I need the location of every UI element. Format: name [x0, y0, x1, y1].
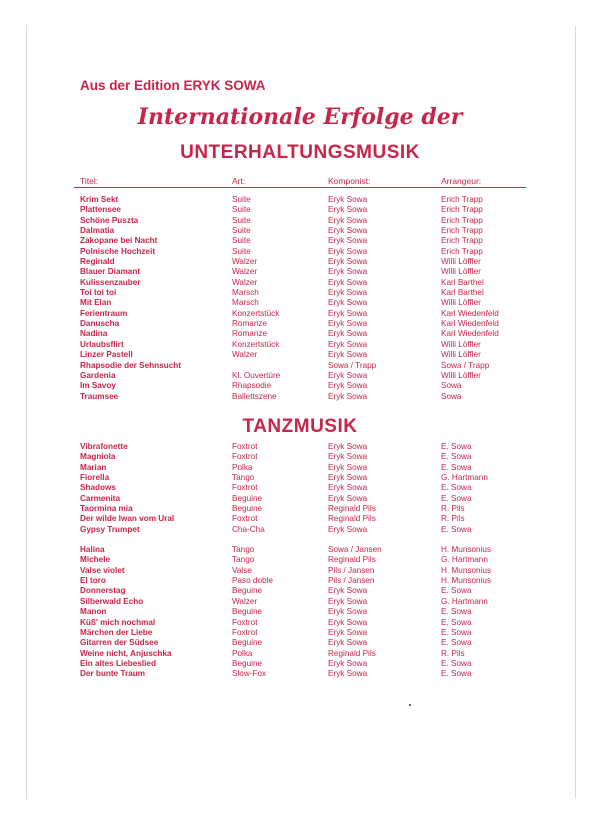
row-composer: Eryk Sowa: [328, 308, 368, 318]
row-arranger: Erich Trapp: [441, 195, 483, 204]
main-title-script: Internationale Erfolge der: [137, 104, 463, 130]
table-row: [0, 205, 600, 215]
header-art: Art:: [232, 176, 246, 186]
row-composer: Eryk Sowa: [328, 195, 368, 204]
table-row: [0, 442, 600, 452]
row-arranger: Willi Löffler: [441, 257, 481, 267]
row-art: Suite: [232, 246, 251, 256]
table-row: [0, 236, 600, 246]
table-row: [0, 628, 600, 638]
row-title: Manon: [80, 607, 107, 617]
row-art: Beguine: [232, 607, 263, 617]
table-row: [0, 649, 600, 659]
row-title: Magniola: [80, 452, 116, 462]
row-arranger: E. Sowa: [441, 586, 472, 596]
group-gap: [0, 535, 600, 545]
row-arranger: Willi Löffler: [441, 267, 481, 277]
row-composer: Eryk Sowa: [328, 638, 368, 648]
row-composer: Eryk Sowa: [328, 586, 368, 596]
row-arranger: Willi Löffler: [441, 339, 481, 349]
row-composer: Eryk Sowa: [328, 627, 368, 637]
row-title: Silberwald Echo: [80, 596, 144, 606]
row-art: Ballettszene: [232, 391, 277, 401]
section1-list: [0, 195, 600, 402]
row-composer: Pils / Jansen: [328, 576, 375, 586]
header-composer: Komponist:: [328, 176, 371, 186]
row-title: Gardenia: [80, 370, 116, 380]
row-composer: Eryk Sowa: [328, 298, 368, 308]
row-art: Foxtrot: [232, 442, 258, 451]
row-arranger: R. Pils: [441, 648, 465, 658]
row-arranger: Karl Barthel: [441, 277, 484, 287]
row-art: Marsch: [232, 288, 259, 298]
row-composer: Eryk Sowa: [328, 442, 368, 451]
row-composer: Eryk Sowa: [328, 493, 368, 503]
row-title: Vibrafonette: [80, 442, 128, 451]
row-arranger: E. Sowa: [441, 627, 472, 637]
row-art: Walzer: [232, 267, 258, 277]
table-row: [0, 247, 600, 257]
row-composer: Eryk Sowa: [328, 277, 368, 287]
table-row: [0, 340, 600, 350]
row-art: Walzer: [232, 596, 258, 606]
table-row: [0, 659, 600, 669]
row-composer: Eryk Sowa: [328, 391, 368, 401]
table-row: [0, 361, 600, 371]
row-arranger: H. Munsonius: [441, 576, 492, 586]
table-row: [0, 350, 600, 360]
row-art: Walzer: [232, 350, 258, 360]
row-composer: Eryk Sowa: [328, 452, 368, 462]
table-row: [0, 257, 600, 267]
row-art: Cha-Cha: [232, 524, 265, 534]
row-arranger: E. Sowa: [441, 524, 472, 534]
row-title: Valse violet: [80, 565, 125, 575]
row-title: Küß' mich nochmal: [80, 617, 156, 627]
row-composer: Pils / Jansen: [328, 565, 375, 575]
row-composer: Eryk Sowa: [328, 607, 368, 617]
row-composer: Sowa / Trapp: [328, 360, 377, 370]
row-arranger: Karl Wiedenfeld: [441, 319, 499, 329]
row-title: Der bunte Traum: [80, 669, 146, 679]
row-composer: Eryk Sowa: [328, 288, 368, 298]
row-title: Krim Sekt: [80, 195, 119, 204]
table-row: [0, 329, 600, 339]
row-arranger: H. Munsonius: [441, 545, 492, 555]
row-title: Mit Elan: [80, 298, 112, 308]
row-title: Toi toi toi: [80, 288, 117, 298]
row-arranger: H. Munsonius: [441, 565, 492, 575]
row-title: Plattensee: [80, 205, 121, 215]
table-row: [0, 514, 600, 524]
row-composer: Eryk Sowa: [328, 236, 368, 246]
row-composer: Eryk Sowa: [328, 370, 368, 380]
row-title: Michele: [80, 555, 111, 565]
row-art: Foxtrot: [232, 514, 258, 524]
row-art: Foxtrot: [232, 452, 258, 462]
table-row: [0, 669, 600, 679]
row-art: Polka: [232, 648, 253, 658]
row-art: Suite: [232, 195, 251, 204]
table-row: [0, 576, 600, 586]
row-art: Suite: [232, 205, 251, 215]
table-row: [0, 267, 600, 277]
header-arranger: Arrangeur:: [441, 176, 482, 186]
row-art: Kl. Ouvertüre: [232, 370, 281, 380]
row-art: Konzertstück: [232, 339, 280, 349]
row-arranger: Sowa: [441, 381, 462, 391]
table-row: [0, 555, 600, 565]
row-composer: Eryk Sowa: [328, 350, 368, 360]
row-arranger: Willi Löffler: [441, 298, 481, 308]
row-title: Ferientraum: [80, 308, 128, 318]
row-composer: Eryk Sowa: [328, 483, 368, 493]
row-composer: Sowa / Jansen: [328, 545, 382, 555]
table-row: [0, 216, 600, 226]
row-art: Rhapsodie: [232, 381, 272, 391]
row-title: Donnerstag: [80, 586, 126, 596]
row-art: Tango: [232, 545, 255, 555]
tanzmusik-title: TANZMUSIK: [242, 416, 358, 437]
row-arranger: Erich Trapp: [441, 205, 483, 215]
row-art: Beguine: [232, 638, 263, 648]
row-composer: Eryk Sowa: [328, 381, 368, 391]
row-composer: Eryk Sowa: [328, 617, 368, 627]
row-arranger: E. Sowa: [441, 669, 472, 679]
row-arranger: Erich Trapp: [441, 226, 483, 236]
row-arranger: E. Sowa: [441, 617, 472, 627]
table-row: [0, 371, 600, 381]
row-art: Walzer: [232, 277, 258, 287]
row-composer: Eryk Sowa: [328, 257, 368, 267]
table-row: [0, 525, 600, 535]
row-title: Danuscha: [80, 319, 120, 329]
header-rule: [74, 187, 526, 188]
row-art: Paso doble: [232, 576, 273, 586]
row-title: Kulissenzauber: [80, 277, 141, 287]
row-art: Suite: [232, 226, 251, 236]
row-composer: Eryk Sowa: [328, 215, 368, 225]
row-composer: Eryk Sowa: [328, 669, 368, 679]
row-composer: Eryk Sowa: [328, 267, 368, 277]
table-row: [0, 319, 600, 329]
row-arranger: Karl Wiedenfeld: [441, 308, 499, 318]
row-art: Tango: [232, 555, 255, 565]
row-art: Polka: [232, 462, 253, 472]
row-art: Foxtrot: [232, 617, 258, 627]
row-art: Suite: [232, 236, 251, 246]
table-row: [0, 226, 600, 236]
row-title: Fiorella: [80, 473, 110, 483]
table-row: [0, 597, 600, 607]
row-arranger: Sowa / Trapp: [441, 360, 490, 370]
row-title: Der wilde Iwan vom Ural: [80, 514, 175, 524]
row-composer: Eryk Sowa: [328, 319, 368, 329]
row-arranger: E. Sowa: [441, 452, 472, 462]
row-art: Slow-Fox: [232, 669, 267, 679]
row-art: Romanze: [232, 329, 268, 339]
row-art: Valse: [232, 565, 252, 575]
table-row: [0, 381, 600, 391]
table-row: [0, 298, 600, 308]
row-arranger: Sowa: [441, 391, 462, 401]
row-title: Märchen der Liebe: [80, 627, 153, 637]
row-composer: Eryk Sowa: [328, 473, 368, 483]
table-row: [0, 638, 600, 648]
speck: [409, 704, 411, 706]
table-row: [0, 309, 600, 319]
table-row: [0, 278, 600, 288]
section2-list: [0, 442, 600, 680]
table-row: [0, 494, 600, 504]
row-title: Gitarren der Südsee: [80, 638, 159, 648]
table-row: [0, 607, 600, 617]
row-art: Beguine: [232, 586, 263, 596]
row-art: Walzer: [232, 257, 258, 267]
header-title: Titel:: [80, 176, 99, 186]
row-art: Suite: [232, 215, 251, 225]
row-title: Rhapsodie der Sehnsucht: [80, 360, 181, 370]
row-title: Traumsee: [80, 391, 119, 401]
row-arranger: Willi Löffler: [441, 370, 481, 380]
row-composer: Eryk Sowa: [328, 329, 368, 339]
row-arranger: E. Sowa: [441, 493, 472, 503]
table-row: [0, 392, 600, 402]
row-art: Romanze: [232, 319, 268, 329]
row-art: Foxtrot: [232, 627, 258, 637]
row-composer: Reginald Pils: [328, 648, 376, 658]
row-title: Gypsy Trumpet: [80, 524, 140, 534]
table-row: [0, 586, 600, 596]
row-title: Taormina mia: [80, 504, 133, 514]
row-arranger: G. Hartmann: [441, 555, 488, 565]
row-art: Tango: [232, 473, 255, 483]
row-art: Foxtrot: [232, 483, 258, 493]
row-title: El toro: [80, 576, 106, 586]
row-art: Beguine: [232, 504, 263, 514]
row-composer: Eryk Sowa: [328, 339, 368, 349]
row-arranger: Erich Trapp: [441, 236, 483, 246]
row-composer: Eryk Sowa: [328, 205, 368, 215]
row-title: Shadows: [80, 483, 116, 493]
table-row: [0, 545, 600, 555]
row-title: Nadina: [80, 329, 108, 339]
table-row: [0, 452, 600, 462]
row-composer: Eryk Sowa: [328, 524, 368, 534]
main-title-section: UNTERHALTUNGSMUSIK: [180, 142, 420, 163]
row-composer: Reginald Pils: [328, 504, 376, 514]
edition-heading: Aus der Edition ERYK SOWA: [80, 78, 266, 93]
row-arranger: E. Sowa: [441, 483, 472, 493]
table-row: [0, 288, 600, 298]
row-arranger: G. Hartmann: [441, 473, 488, 483]
row-title: Carmenita: [80, 493, 121, 503]
row-composer: Eryk Sowa: [328, 658, 368, 668]
row-title: Im Savoy: [80, 381, 116, 391]
row-title: Reginald: [80, 257, 115, 267]
row-composer: Eryk Sowa: [328, 226, 368, 236]
row-title: Polnische Hochzeit: [80, 246, 156, 256]
row-arranger: R. Pils: [441, 504, 465, 514]
row-title: Zakopane bei Nacht: [80, 236, 158, 246]
row-composer: Eryk Sowa: [328, 596, 368, 606]
table-row: [0, 473, 600, 483]
row-title: Dalmatia: [80, 226, 115, 236]
row-arranger: E. Sowa: [441, 442, 472, 451]
row-arranger: Erich Trapp: [441, 246, 483, 256]
table-row: [0, 566, 600, 576]
row-arranger: Karl Barthel: [441, 288, 484, 298]
row-arranger: E. Sowa: [441, 462, 472, 472]
row-title: Linzer Pastell: [80, 350, 133, 360]
row-title: Halina: [80, 545, 105, 555]
table-row: [0, 618, 600, 628]
table-row: [0, 195, 600, 205]
row-composer: Reginald Pils: [328, 514, 376, 524]
row-title: Marian: [80, 462, 107, 472]
row-arranger: E. Sowa: [441, 607, 472, 617]
table-row: [0, 483, 600, 493]
row-art: Marsch: [232, 298, 259, 308]
row-arranger: Willi Löffler: [441, 350, 481, 360]
table-row: [0, 504, 600, 514]
row-composer: Reginald Pils: [328, 555, 376, 565]
row-arranger: G. Hartmann: [441, 596, 488, 606]
row-art: Beguine: [232, 658, 263, 668]
row-composer: Eryk Sowa: [328, 462, 368, 472]
row-art: Konzertstück: [232, 308, 280, 318]
row-title: Weine nicht, Anjuschka: [80, 648, 172, 658]
row-title: Blauer Diamant: [80, 267, 141, 277]
row-arranger: Erich Trapp: [441, 215, 483, 225]
row-arranger: E. Sowa: [441, 638, 472, 648]
row-title: Schöne Puszta: [80, 215, 139, 225]
row-arranger: R. Pils: [441, 514, 465, 524]
row-title: Ein altes Liebeslied: [80, 658, 156, 668]
row-composer: Eryk Sowa: [328, 246, 368, 256]
row-art: Beguine: [232, 493, 263, 503]
row-arranger: Karl Wiedenfeld: [441, 329, 499, 339]
table-row: [0, 463, 600, 473]
row-title: Urlaubsflirt: [80, 339, 124, 349]
row-arranger: E. Sowa: [441, 658, 472, 668]
